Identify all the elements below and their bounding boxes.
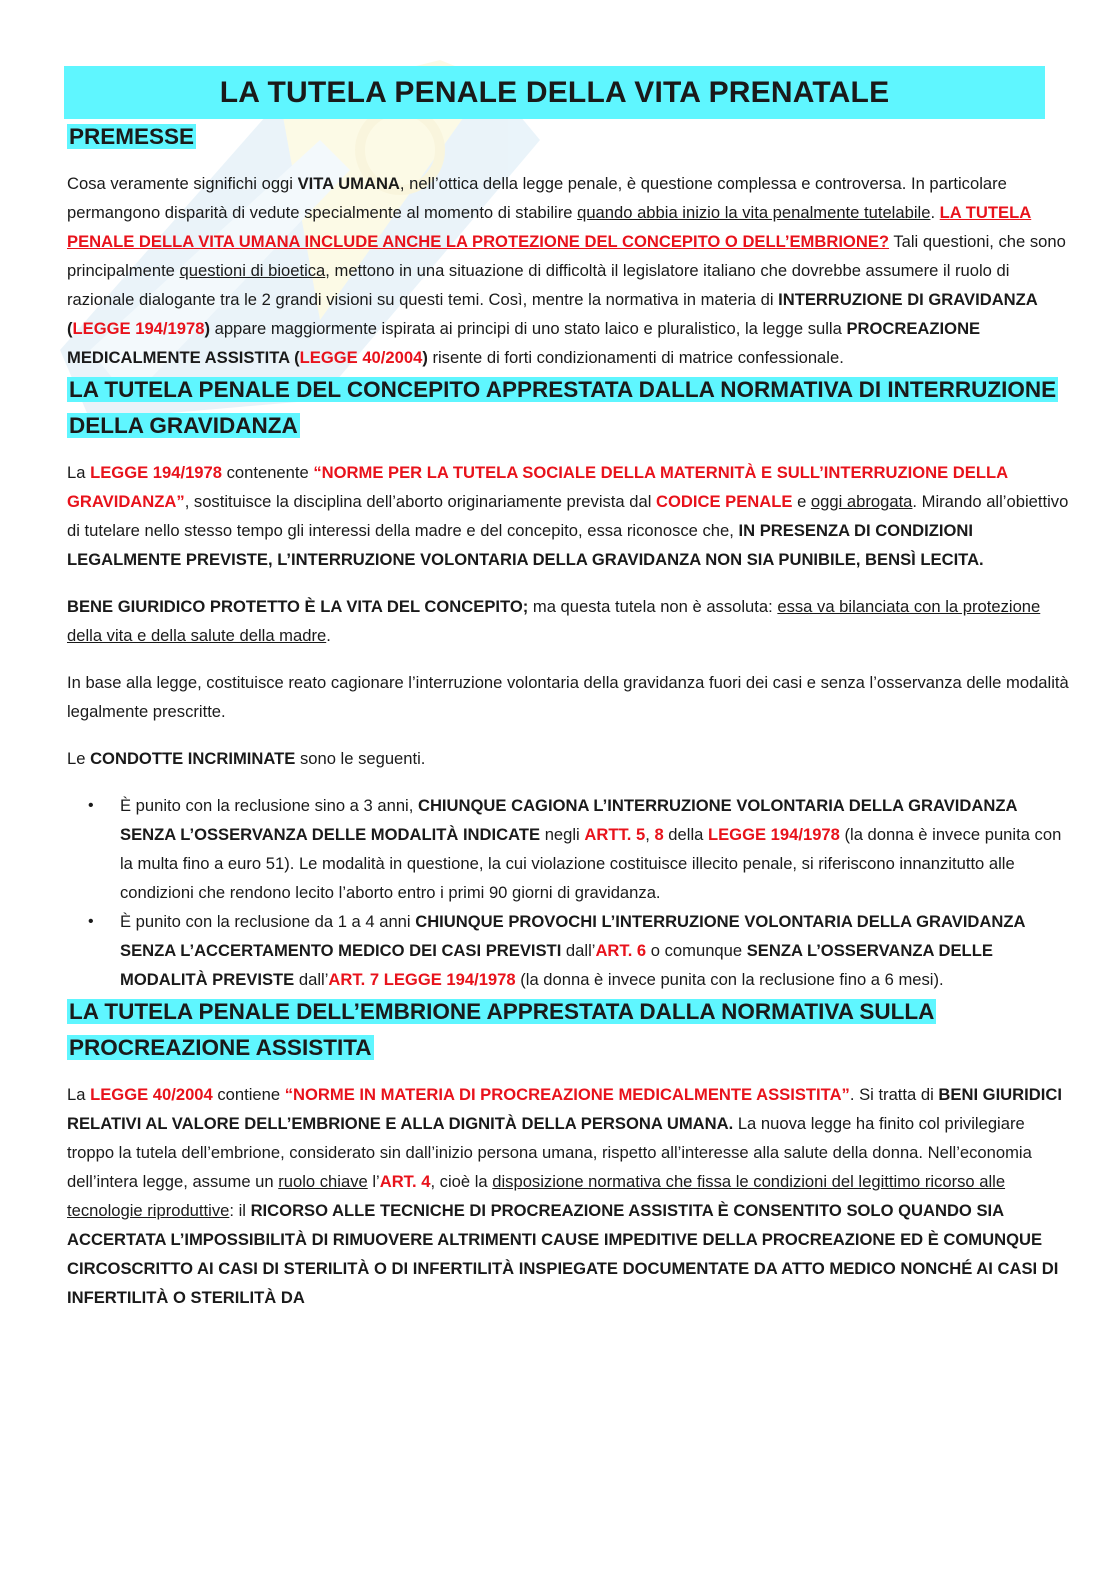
text: : il (229, 1201, 251, 1220)
text: , (645, 825, 655, 844)
section-heading-text: LA TUTELA PENALE DELL’EMBRIONE APPRESTATA DALLA NORMATIVA SULLA PROCREAZIONE ASSISTITA (69, 999, 935, 1060)
paragraph-condotte (67, 744, 1072, 773)
law-reference: 8 (654, 825, 664, 844)
bold-text: VITA UMANA (297, 174, 400, 193)
text: l’ (367, 1172, 380, 1191)
text: risente di forti condizionamenti di matrice confessionale. (427, 348, 844, 367)
text: e (792, 492, 811, 511)
bold-text: ) (204, 319, 210, 338)
underlined-text: quando abbia inizio la vita penalmente tutelabile (577, 203, 931, 222)
bold-text: ) (422, 348, 428, 367)
bullet-icon: • (88, 797, 94, 814)
text: contenente (222, 463, 314, 482)
bold-text: BENE GIURIDICO PROTETTO È LA VITA DEL CONCEPITO; (67, 597, 529, 616)
text: , cioè la (430, 1172, 493, 1191)
bullet-icon: • (88, 913, 94, 930)
text: sono le seguenti. (295, 749, 426, 768)
text: contiene (212, 1085, 285, 1104)
text: Le (67, 749, 91, 768)
law-reference: CODICE PENALE (656, 492, 793, 511)
text: , nell’ottica della legge penale, è questione complessa e controversa. In particolare permangono disparità di vedute specialmente al momento di stabilire (67, 174, 1007, 222)
text: appare maggiormente ispirata ai principi di uno stato laico e pluralistico, la legge sulla (209, 319, 847, 338)
law-reference: ART. 4 (379, 1172, 431, 1191)
law-title: “NORME IN MATERIA DI PROCREAZIONE MEDICALMENTE ASSISTITA” (284, 1085, 850, 1104)
paragraph-bene-giuridico (67, 592, 1072, 650)
underlined-text: ruolo chiave (278, 1172, 368, 1191)
bold-text: CHIUNQUE PROVOCHI L’INTERRUZIONE VOLONTARIA DELLA GRAVIDANZA SENZA L’ACCERTAMENTO MEDICO DEI CASI PREVISTI (120, 912, 1025, 960)
text: . Si tratta di (849, 1085, 939, 1104)
text: La nuova legge ha finito col privilegiare troppo la tutela dell’embrione, considerato sin dall’inizio persona umana, rispetto all’interesse alla salute della donna. Nell’economia dell’intera legge, assume un (67, 1114, 1032, 1191)
bold-text: BENI GIURIDICI RELATIVI AL VALORE DELL’EMBRIONE E ALLA DIGNITÀ DELLA PERSONA UMANA. (67, 1085, 1062, 1133)
text: (la donna è invece punita con la reclusione fino a 6 mesi). (515, 970, 944, 989)
section-heading-embrione (67, 994, 1072, 1066)
section-heading-text: PREMESSE (69, 124, 195, 149)
underlined-text: disposizione normativa che fissa le condizioni del legittimo ricorso alle tecnologie riproduttive (67, 1172, 1006, 1220)
bold-text: PROCREAZIONE MEDICALMENTE ASSISTITA ( (67, 319, 981, 367)
bold-text: IN PRESENZA DI CONDIZIONI LEGALMENTE PREVISTE, L’INTERRUZIONE VOLONTARIA DELLA GRAVIDANZA NON SIA PUNIBILE, BENSÌ LECITA. (67, 521, 984, 569)
list-item (88, 791, 1072, 907)
paragraph-premesse (67, 169, 1072, 372)
text: La (67, 463, 91, 482)
paragraph-reato: In base alla legge, costituisce reato cagionare l’interruzione volontaria della gravidanza fuori dei casi e senza l’osservanza delle modalità legalmente prescritte. (67, 673, 1069, 721)
section-heading-concepito (67, 372, 1072, 444)
bold-text: CHIUNQUE CAGIONA L’INTERRUZIONE VOLONTARIA DELLA GRAVIDANZA SENZA L’OSSERVANZA DELLE MODALITÀ INDICATE (120, 796, 1017, 844)
text: La (67, 1085, 91, 1104)
bold-text: INTERRUZIONE DI GRAVIDANZA ( (67, 290, 1038, 338)
text: Cosa veramente significhi oggi (67, 174, 298, 193)
law-reference: ART. 6 (595, 941, 647, 960)
text: (la donna è invece punita con la multa fino a euro 51). Le modalità in questione, la cui violazione costituisce illecito penale, si riferiscono innanzitutto alle condizioni che rendono lecito l’aborto entro i primi 90 giorni di gravidanza. (120, 825, 1062, 902)
paragraph-legge-40 (67, 1080, 1072, 1312)
text: dall’ (561, 941, 596, 960)
text: . Mirando all’obiettivo di tutelare nello stesso tempo gli interessi della madre e del concepito, essa riconosce che, (67, 492, 1069, 540)
text: Tali questioni, che sono principalmente (67, 232, 1066, 280)
text: dall’ (294, 970, 329, 989)
underlined-text: essa va bilanciata con la protezione della vita e della salute della madre (67, 597, 1041, 645)
bold-text: SENZA L’OSSERVANZA DELLE MODALITÀ PREVISTE (120, 941, 993, 989)
text: ma questa tutela non è assoluta: (528, 597, 778, 616)
paragraph-legge-194 (67, 458, 1072, 574)
section-heading-text: LA TUTELA PENALE DEL CONCEPITO APPRESTATA DALLA NORMATIVA DI INTERRUZIONE DELLA GRAVIDANZA (69, 377, 1057, 438)
underlined-text: questioni di bioetica (179, 261, 326, 280)
law-reference: LEGGE 40/2004 (90, 1085, 213, 1104)
text: della (663, 825, 708, 844)
bold-text: RICORSO ALLE TECNICHE DI PROCREAZIONE ASSISTITA È CONSENTITO SOLO QUANDO SIA ACCERTATA L’IMPOSSIBILITÀ DI RIMUOVERE ALTRIMENTI CAUSE IMPEDITIVE DELLA PROCREAZIONE ED È COMUNQUE CIRCOSCRITTO AI CASI DI STERILITÀ O DI INFERTILITÀ INSPIEGATE DOCUMENTATE DA ATTO MEDICO NONCHÉ AI CASI DI INFERTILITÀ O STERILITÀ DA (67, 1201, 1059, 1307)
law-reference: LEGGE 194/1978 (707, 825, 840, 844)
text: È punito con la reclusione sino a 3 anni, (120, 796, 418, 815)
text: . (930, 203, 940, 222)
section-heading-premesse (67, 119, 1072, 155)
law-reference: ARTT. 5 (584, 825, 646, 844)
text: negli (540, 825, 585, 844)
text: È punito con la reclusione da 1 a 4 anni (120, 912, 416, 931)
text: . (326, 626, 331, 645)
text: o comunque (646, 941, 747, 960)
red-underlined-question: LA TUTELA PENALE DELLA VITA UMANA INCLUDE ANCHE LA PROTEZIONE DEL CONCEPITO O DELL’EMBRIONE? (67, 203, 1032, 251)
law-reference: LEGGE 194/1978 (90, 463, 222, 482)
law-title: “NORME PER LA TUTELA SOCIALE DELLA MATERNITÀ E SULL’INTERRUZIONE DELLA GRAVIDANZA” (67, 463, 1008, 511)
law-reference: LEGGE 40/2004 (299, 348, 423, 367)
text: , mettono in una situazione di difficoltà il legislatore italiano che dovrebbe assumere il ruolo di razionale dialogante tra le 2 grandi visioni su questi temi. Così, mentre la normativa in materia di (67, 261, 1010, 309)
underlined-text: oggi abrogata (810, 492, 913, 511)
list-item (88, 907, 1072, 994)
text: , sostituisce la disciplina dell’aborto originariamente prevista dal (184, 492, 657, 511)
law-reference: ART. 7 LEGGE 194/1978 (328, 970, 516, 989)
document-title: LA TUTELA PENALE DELLA VITA PRENATALE (64, 66, 1045, 119)
condotte-list (67, 791, 1072, 994)
law-reference: LEGGE 194/1978 (72, 319, 205, 338)
bold-text: CONDOTTE INCRIMINATE (90, 749, 296, 768)
